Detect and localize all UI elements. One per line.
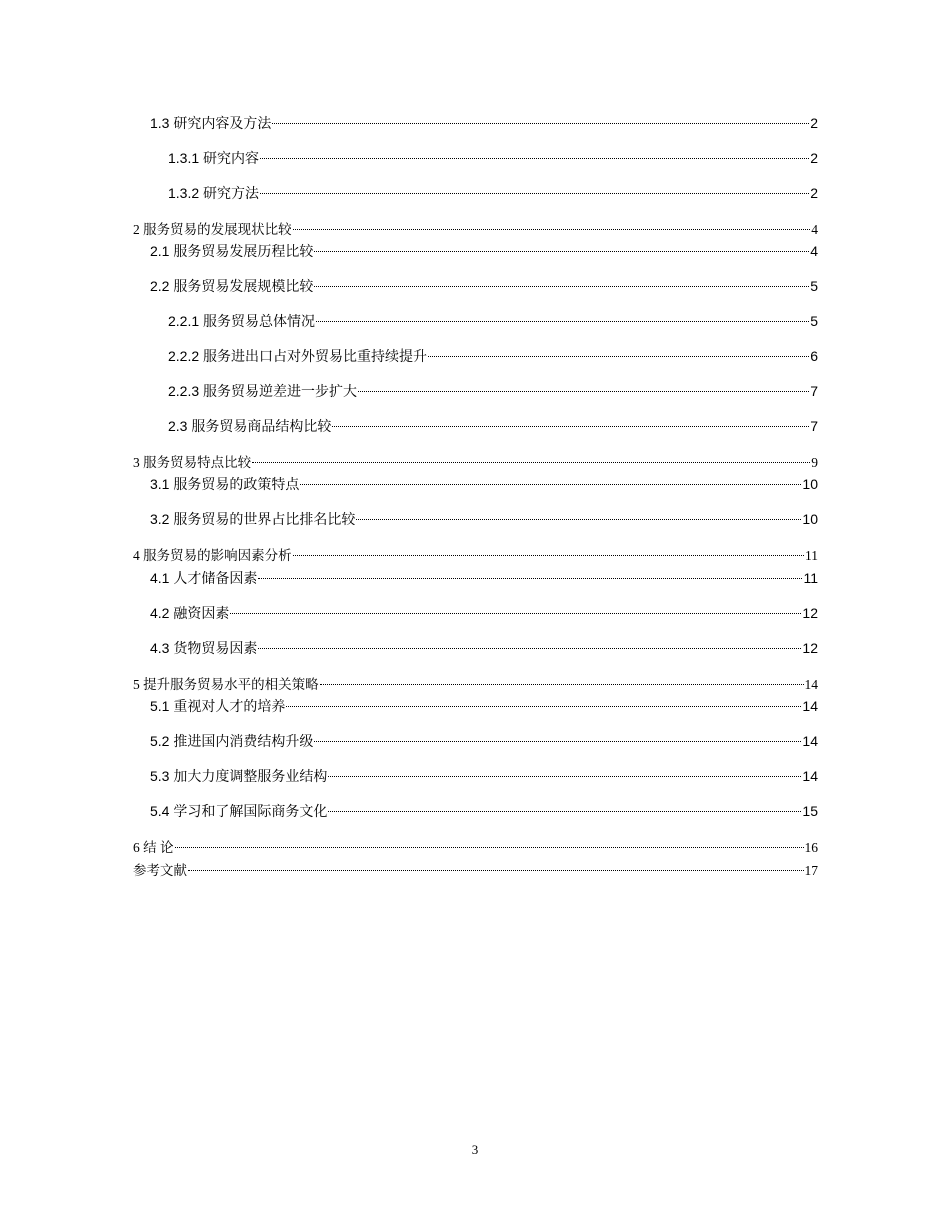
- toc-entry-title: 4 服务贸易的影响因素分析: [133, 548, 292, 563]
- toc-entry[interactable]: [168, 183, 818, 203]
- toc-leader-dots: [260, 158, 809, 159]
- toc-leader-dots: [293, 555, 804, 556]
- toc-entry[interactable]: [150, 801, 818, 821]
- toc-entry-title: 4.2 融资因素: [150, 605, 230, 621]
- toc-entry[interactable]: [133, 836, 818, 856]
- toc-entry[interactable]: [133, 859, 818, 879]
- toc-entry-page: 14: [804, 677, 818, 692]
- toc-entry-page: 7: [810, 418, 818, 434]
- toc-entry-page: 4: [811, 222, 818, 237]
- toc-entry-page: 9: [811, 455, 818, 470]
- toc-entry-title: 1.3.2 研究方法: [168, 185, 260, 201]
- toc-entry[interactable]: [150, 276, 818, 296]
- toc-entry-title: 1.3 研究内容及方法: [150, 115, 272, 131]
- toc-entry[interactable]: [133, 673, 818, 693]
- toc-entry-title: 2.2 服务贸易发展规模比较: [150, 278, 314, 294]
- toc-entry-page: 2: [810, 150, 818, 166]
- toc-entry-page: 11: [803, 570, 818, 586]
- toc-entry-title: 6 结 论: [133, 840, 174, 855]
- toc-entry-page: 6: [810, 348, 818, 364]
- toc-entry[interactable]: [150, 509, 818, 529]
- toc-entry-title: 2.1 服务贸易发展历程比较: [150, 243, 314, 259]
- toc-leader-dots: [272, 123, 809, 124]
- toc-entry[interactable]: [133, 544, 818, 564]
- toc-entry-page: 17: [804, 863, 818, 878]
- toc-entry-title: 2.3 服务贸易商品结构比较: [168, 418, 332, 434]
- toc-entry-page: 14: [802, 733, 818, 749]
- toc-entry-page: 12: [802, 640, 818, 656]
- toc-entry[interactable]: [150, 113, 818, 133]
- toc-entry[interactable]: [150, 474, 818, 494]
- toc-leader-dots: [188, 870, 804, 871]
- toc-entry[interactable]: [150, 603, 818, 623]
- toc-leader-dots: [258, 648, 801, 649]
- toc-leader-dots: [175, 847, 804, 848]
- toc-leader-dots: [258, 578, 802, 579]
- toc-leader-dots: [328, 776, 801, 777]
- toc-entry-title: 5.1 重视对人才的培养: [150, 698, 286, 714]
- page-number: 3: [471, 1142, 479, 1157]
- toc-entry[interactable]: [168, 148, 818, 168]
- toc-leader-dots: [320, 684, 804, 685]
- toc-entry[interactable]: [150, 568, 818, 588]
- toc-entry-page: 7: [810, 383, 818, 399]
- toc-entry-page: 10: [802, 511, 818, 527]
- toc-leader-dots: [314, 741, 801, 742]
- toc-entry-title: 5.4 学习和了解国际商务文化: [150, 803, 328, 819]
- toc-entry-page: 5: [810, 278, 818, 294]
- toc-entry-page: 14: [802, 768, 818, 784]
- toc-entry-title: 1.3.1 研究内容: [168, 150, 260, 166]
- toc-entry[interactable]: [133, 451, 818, 471]
- toc-entry-title: 5 提升服务贸易水平的相关策略: [133, 677, 319, 692]
- toc-leader-dots: [300, 484, 801, 485]
- toc-leader-dots: [260, 193, 809, 194]
- toc-leader-dots: [314, 251, 809, 252]
- toc-entry-page: 2: [810, 185, 818, 201]
- toc-entry-title: 3 服务贸易特点比较: [133, 455, 252, 470]
- toc-entry-title: 4.3 货物贸易因素: [150, 640, 258, 656]
- toc-entry-page: 14: [802, 698, 818, 714]
- toc-leader-dots: [332, 426, 809, 427]
- page-footer: [0, 1142, 950, 1158]
- toc-entry[interactable]: [150, 731, 818, 751]
- toc-entry-page: 2: [810, 115, 818, 131]
- toc-entry-title: 3.1 服务贸易的政策特点: [150, 476, 300, 492]
- toc-entry-title: 4.1 人才储备因素: [150, 570, 258, 586]
- toc-leader-dots: [316, 321, 809, 322]
- toc-leader-dots: [293, 229, 811, 230]
- toc-entry-page: 4: [810, 243, 818, 259]
- toc-entry[interactable]: [168, 381, 818, 401]
- toc-entry-title: 2.2.1 服务贸易总体情况: [168, 313, 316, 329]
- toc-entry[interactable]: [168, 416, 818, 436]
- toc-entry[interactable]: [150, 241, 818, 261]
- toc-entry-title: 2.2.3 服务贸易逆差进一步扩大: [168, 383, 358, 399]
- toc-entry[interactable]: [168, 311, 818, 331]
- toc-entry-title: 5.3 加大力度调整服务业结构: [150, 768, 328, 784]
- toc-leader-dots: [428, 356, 809, 357]
- toc-entry-title: 2.2.2 服务进出口占对外贸易比重持续提升: [168, 348, 428, 364]
- toc-leader-dots: [314, 286, 809, 287]
- toc-entry-title: 参考文献: [133, 863, 187, 878]
- toc-entry-page: 11: [805, 548, 818, 563]
- toc-leader-dots: [252, 462, 810, 463]
- toc-entry-page: 12: [802, 605, 818, 621]
- toc-entry-title: 2 服务贸易的发展现状比较: [133, 222, 292, 237]
- toc-entry[interactable]: [150, 638, 818, 658]
- toc-entry-page: 10: [802, 476, 818, 492]
- toc-entry[interactable]: [150, 766, 818, 786]
- toc-entry-title: 5.2 推进国内消费结构升级: [150, 733, 314, 749]
- toc-leader-dots: [230, 613, 801, 614]
- toc-entry[interactable]: [133, 218, 818, 238]
- toc-entry-page: 16: [804, 840, 818, 855]
- toc-entry[interactable]: [150, 696, 818, 716]
- toc-entry[interactable]: [168, 346, 818, 366]
- toc-entry-page: 15: [802, 803, 818, 819]
- toc-entry-title: 3.2 服务贸易的世界占比排名比较: [150, 511, 356, 527]
- toc-leader-dots: [286, 706, 801, 707]
- toc-leader-dots: [328, 811, 801, 812]
- toc-leader-dots: [356, 519, 801, 520]
- toc-leader-dots: [358, 391, 809, 392]
- toc-entry-page: 5: [810, 313, 818, 329]
